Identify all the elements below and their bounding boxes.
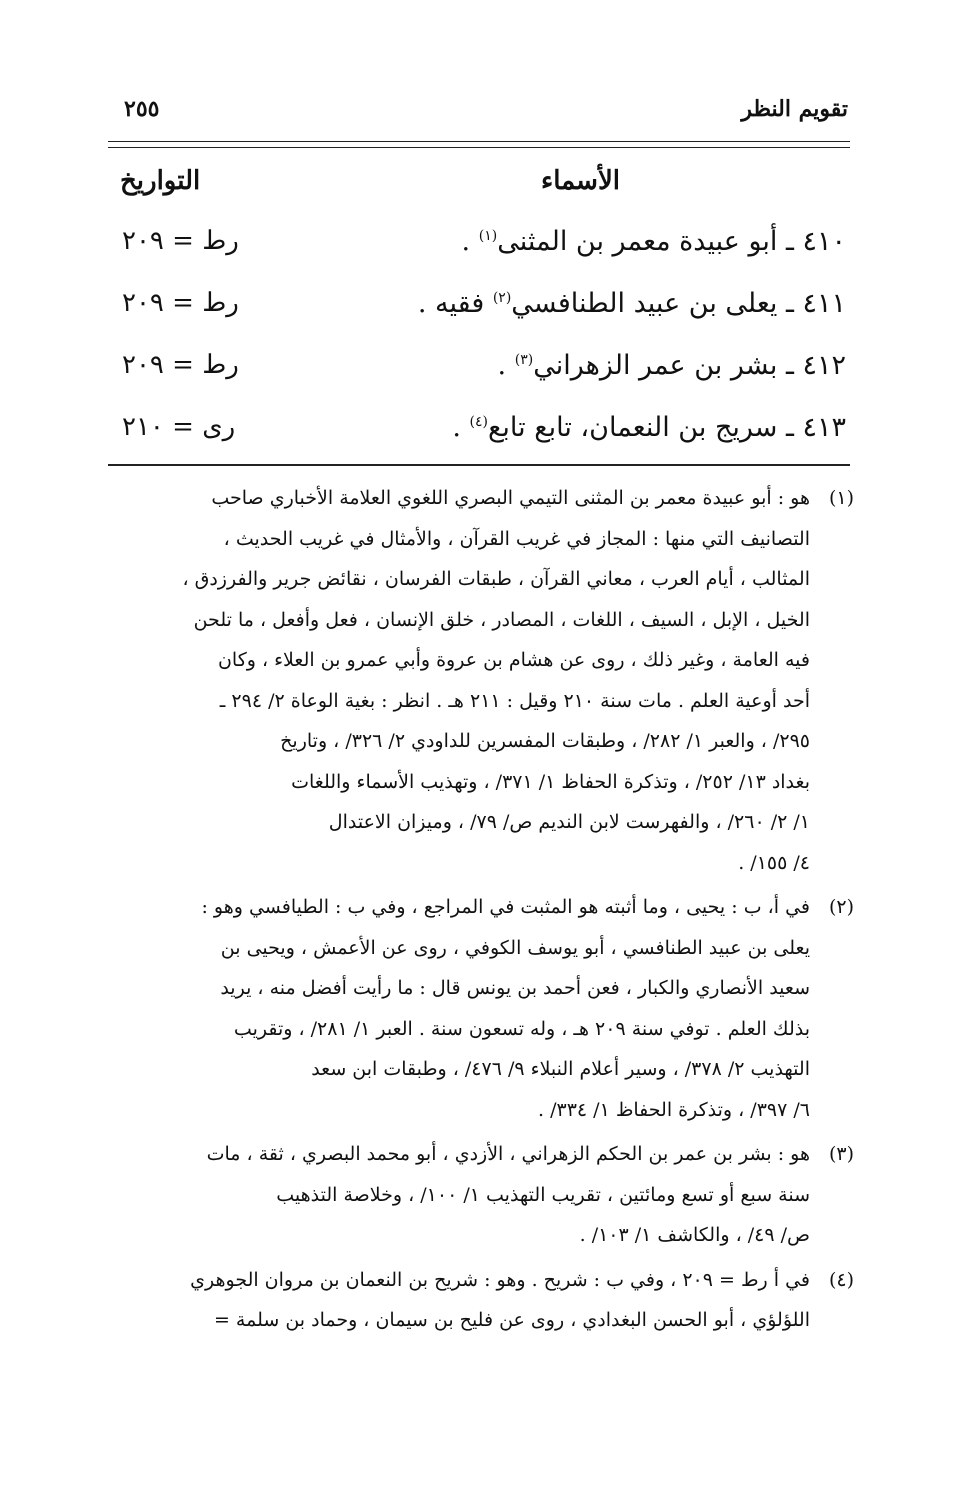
names-column-header: الأسماء	[540, 166, 620, 196]
entry-row	[108, 284, 850, 346]
footnote-text: هو : بشر بن عمر بن الحكم الزهراني ، الأزدي ، أبو محمد البصري ، ثقة ، مات سنة سبع أو تسع ومائتين ، تقريب التهذيب ١/ ١٠٠/ ، وخلاصة التذهيب ص/ ٤٩/ ، والكاشف ١/ ١٠٣/ .	[206, 1143, 810, 1246]
entry-date: رط = ٢٠٩	[122, 350, 239, 380]
dates-column-header: التواريخ	[120, 166, 201, 196]
entry-row	[108, 408, 850, 470]
footnote-ref[interactable]: (٤)	[469, 414, 489, 430]
page-number: ٢٥٥	[124, 96, 160, 122]
footnotes	[108, 478, 854, 1345]
footnote-text: هو : أبو عبيدة معمر بن المثنى التيمي البصري اللغوي العلامة الأخباري صاحب التصانيف التي منها : المجاز في غريب القرآن ، والأمثال في غريب الحديث ، المثالب ، أيام العرب ، معاني القرآن ، طبقات الفرسان ، نقائض جرير والفرزدق ، الخيل ، الإبل ، السيف ، اللغات ، المصادر ، خلق الإنسان ، فعل وأفعل ، ما تلحن فيه العامة ، وغير ذلك ، روى عن هشام بن عروة وأبي عمرو بن العلاء ، وكان أحد أوعية العلم . مات سنة ٢١٠ وقيل : ٢١١ هـ . انظر : بغية الوعاة ٢/ ٢٩٤ ـ ٢٩٥/ ، والعبر ١/ ٢٨٢/ ، وطبقات المفسرين للداودي ٢/ ٣٢٦/ ، وتاريخ بغداد ١٣/ ٢٥٢/ ، وتذكرة الحفاظ ١/ ٣٧١/ ، وتهذيب الأسماء واللغات ١/ ٢/ ٢٦٠/ ، والفهرست لابن النديم ص/ ٧٩/ ، وميزان الاعتدال ٤/ ١٥٥/ .	[182, 487, 810, 874]
page-header	[108, 94, 850, 138]
footnote-ref[interactable]: (٢)	[492, 290, 512, 306]
footnote-number: (١)	[828, 487, 854, 509]
footnote-number: (٤)	[828, 1268, 854, 1291]
entry-name: ٤١٢ ـ بشر بن عمر الزهراني$^{(٣)}$ .	[497, 350, 846, 381]
entry-name: ٤١٣ ـ سريج بن النعمان، تابع تابع$^{(٤)}$ .	[452, 412, 846, 443]
footnote-number: (٢)	[828, 896, 854, 918]
footnote-separator	[108, 464, 850, 466]
footnote-text: في أ، ب : يحيى ، وما أثبته هو المثبت في المراجع ، وفي ب : الطيافسي وهو : يعلى بن عبيد الطنافسي ، أبو يوسف الكوفي ، روى عن الأعمش ، ويحيى بن سعيد الأنصاري والكبار ، فعن أحمد بن يونس قال : ما رأيت أفضل منه ، يريد بذلك العلم . توفي سنة ٢٠٩ هـ ، وله تسعون سنة . العبر ١/ ٢٨١/ ، وتقريب التهذيب ٢/ ٣٧٨/ ، وسير أعلام النبلاء ٩/ ٤٧٦/ ، وطبقات ابن سعد ٦/ ٣٩٧/ ، وتذكرة الحفاظ ١/ ٣٣٤/ .	[201, 896, 810, 1121]
footnote-ref[interactable]: (١)	[478, 228, 498, 244]
entry-row	[108, 346, 850, 408]
footnote-ref[interactable]: (٣)	[514, 352, 534, 368]
footnote-4	[108, 1260, 854, 1341]
footnote-2	[108, 887, 854, 1130]
footnote-number: (٣)	[828, 1143, 854, 1165]
entry-row	[108, 222, 850, 284]
book-page	[108, 0, 854, 1489]
entry-date: رط = ٢٠٩	[122, 288, 239, 318]
entry-date: رى = ٢١٠	[122, 412, 236, 442]
footnote-text: في أ رط = ٢٠٩ ، وفي ب : شريح . وهو : شريح بن النعمان بن مروان الجوهري اللؤلؤي ، أبو الحسن البغدادي ، روى عن فليح بن سيمان ، وحماد بن سلمة =	[190, 1268, 810, 1331]
entry-date: رط = ٢٠٩	[122, 226, 239, 256]
footnote-3	[108, 1134, 854, 1256]
entry-name: ٤١٠ ـ أبو عبيدة معمر بن المثنى$^{(١)}$ .	[461, 226, 846, 257]
header-rule-double	[108, 147, 850, 148]
entry-name: ٤١١ ـ يعلى بن عبيد الطنافسي$^{(٢)}$ فقيه .	[417, 288, 846, 319]
entries-list	[108, 222, 850, 470]
footnote-1	[108, 478, 854, 883]
header-rule	[108, 141, 850, 142]
column-headers	[108, 166, 850, 206]
running-title: تقويم النظر	[741, 96, 848, 122]
